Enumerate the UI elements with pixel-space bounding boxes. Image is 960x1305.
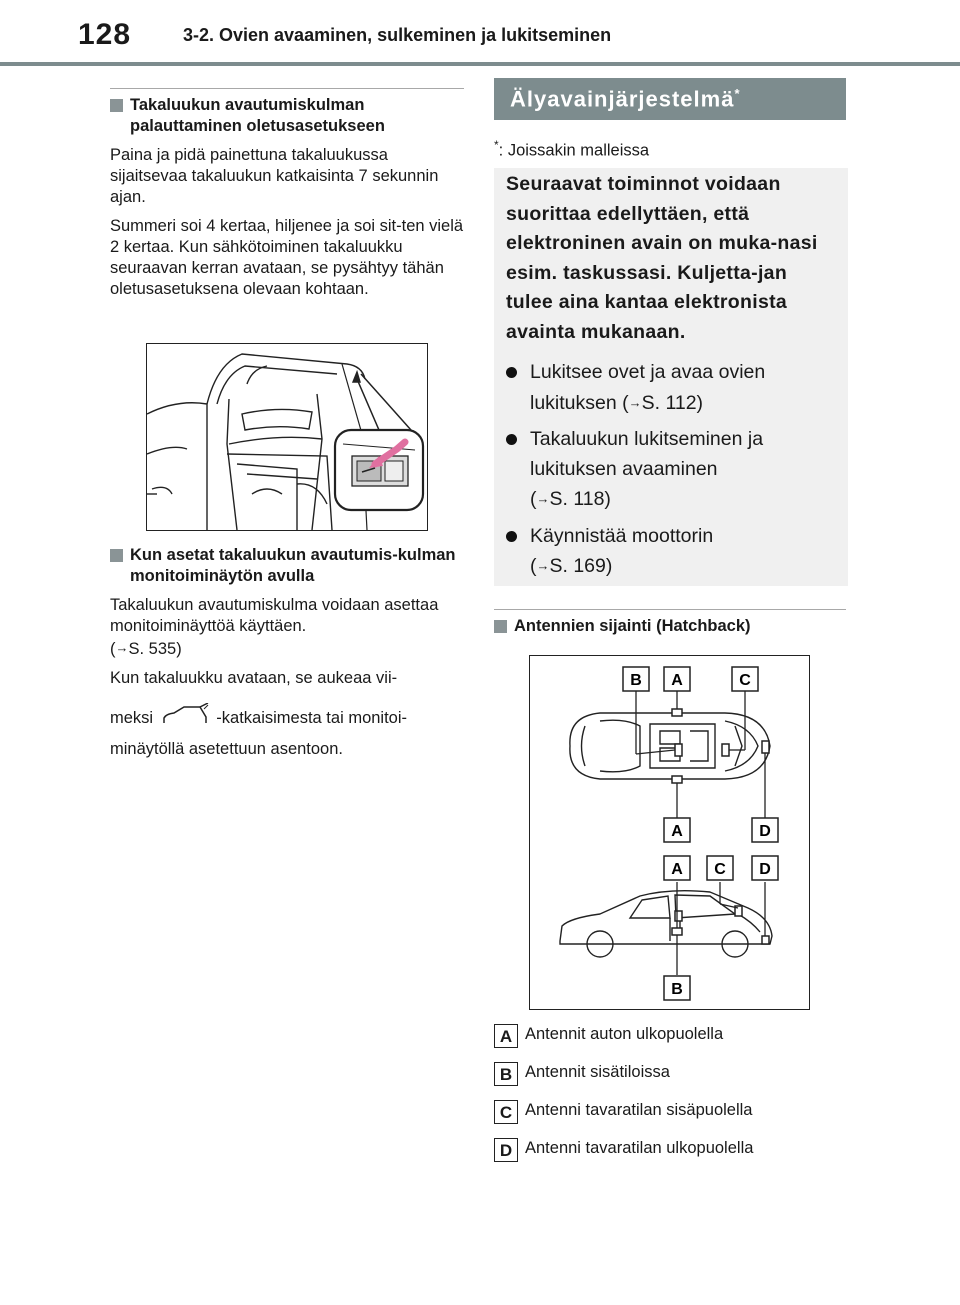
bullet-icon [506, 531, 517, 542]
legend-item [494, 1059, 854, 1097]
square-bullet-icon [110, 99, 123, 112]
figure-label-d: D [759, 861, 771, 878]
paragraph-open-position-b: meksi -katkaisimesta tai monitoi- [110, 703, 464, 729]
legend-key: D [494, 1138, 518, 1162]
figure-label-a: A [671, 861, 683, 878]
paragraph-open-position-a: Kun takaluukku avataan, se aukeaa vii- [110, 669, 398, 687]
figure-label-c: C [739, 672, 751, 689]
list-item: Käynnistää moottorin (→S. 169) [506, 522, 836, 582]
square-bullet-icon [494, 620, 507, 633]
page-header [0, 0, 960, 62]
legend-item [494, 1135, 854, 1173]
figure-label-b: B [671, 981, 683, 998]
figure-label-a: A [671, 672, 683, 689]
legend-text: Antenni tavaratilan ulkopuolella [525, 1139, 754, 1157]
arrow-icon: → [536, 491, 550, 506]
header-divider [0, 62, 960, 66]
figure-label-d: D [759, 823, 771, 840]
paragraph-multi-display: Takaluukun avautumiskulma voidaan asettaa monitoiminäyttöä käyttäen. (→S. 535) [110, 596, 439, 658]
antenna-location-diagram [529, 655, 810, 1010]
legend-key: B [494, 1062, 518, 1086]
tailgate-drawing [147, 344, 427, 530]
page-reference[interactable]: S. 118) [549, 488, 611, 510]
arrow-icon: → [536, 558, 550, 573]
page-reference[interactable]: S. 169) [549, 555, 613, 577]
paragraph-open-position-c: minäytöllä asetettuun asentoon. [110, 740, 343, 758]
subheading-antenna-location: Antennien sijainti (Hatchback) [494, 610, 846, 637]
legend-text: Antenni tavaratilan sisäpuolella [525, 1101, 753, 1119]
bullet-icon [506, 367, 517, 378]
info-box [494, 168, 848, 586]
subheading-reset-angle: Takaluukun avautumiskulman palauttaminen oletusasetukseen [110, 95, 464, 137]
chapter-title: 3-2. Ovien avaaminen, sulkeminen ja lukitseminen [183, 25, 612, 45]
legend-key: A [494, 1024, 518, 1048]
section-divider [110, 88, 464, 89]
section-title-bar [494, 78, 846, 120]
legend-item [494, 1097, 854, 1135]
antenna-legend [494, 1021, 854, 1173]
left-column-top [110, 88, 464, 300]
subheading-multi-display: Kun asetat takaluukun avautumis-kulman monitoiminäytön avulla [110, 545, 464, 587]
left-column-bottom [110, 539, 464, 760]
function-list [506, 358, 836, 589]
list-item: Takaluukun lukitseminen ja lukituksen avaaminen (→S. 118) [506, 425, 836, 515]
legend-text: Antennit sisätiloissa [525, 1063, 670, 1081]
paragraph-buzzer: Summeri soi 4 kertaa, hiljenee ja soi sit-ten vielä 2 kertaa. Kun sähkötoiminen takaluukku seuraavan kerran avataan, se pysähtyy tähän oletusasetuksena olevaan kohtaan. [110, 217, 464, 298]
arrow-icon: → [628, 394, 642, 410]
tailgate-switch-illustration [146, 343, 428, 531]
bullet-icon [506, 434, 517, 445]
tailgate-switch-icon [160, 703, 210, 727]
legend-item [494, 1021, 854, 1059]
info-lead-text: Seuraavat toiminnot voidaan suorittaa edellyttäen, että elektroninen avain on muka-nasi esim. taskussasi. Kuljetta-jan tulee aina kantaa elektronista avainta mukanaan. [506, 173, 818, 343]
list-item: Lukitsee ovet ja avaa ovien lukituksen (→S. 112) [506, 358, 836, 418]
figure-label-c: C [714, 861, 726, 878]
figure-label-b: B [630, 672, 642, 689]
legend-text: Antennit auton ulkopuolella [525, 1025, 724, 1043]
page-reference[interactable]: S. 535) [128, 640, 182, 658]
antenna-drawing [530, 656, 809, 1009]
arrow-icon: → [115, 640, 129, 655]
figure-label-a: A [671, 823, 683, 840]
page-number: 128 [78, 18, 132, 51]
paragraph-press-switch: Paina ja pidä painettuna takaluukussa sijaitsevaa takaluukun katkaisinta 7 sekunnin ajan. [110, 146, 439, 206]
footnote: *: Joissakin malleissa [494, 138, 650, 160]
square-bullet-icon [110, 549, 123, 562]
legend-key: C [494, 1100, 518, 1124]
page-reference[interactable]: S. 112) [641, 391, 704, 414]
section-title: Älyavainjärjestelmä* [510, 86, 741, 112]
